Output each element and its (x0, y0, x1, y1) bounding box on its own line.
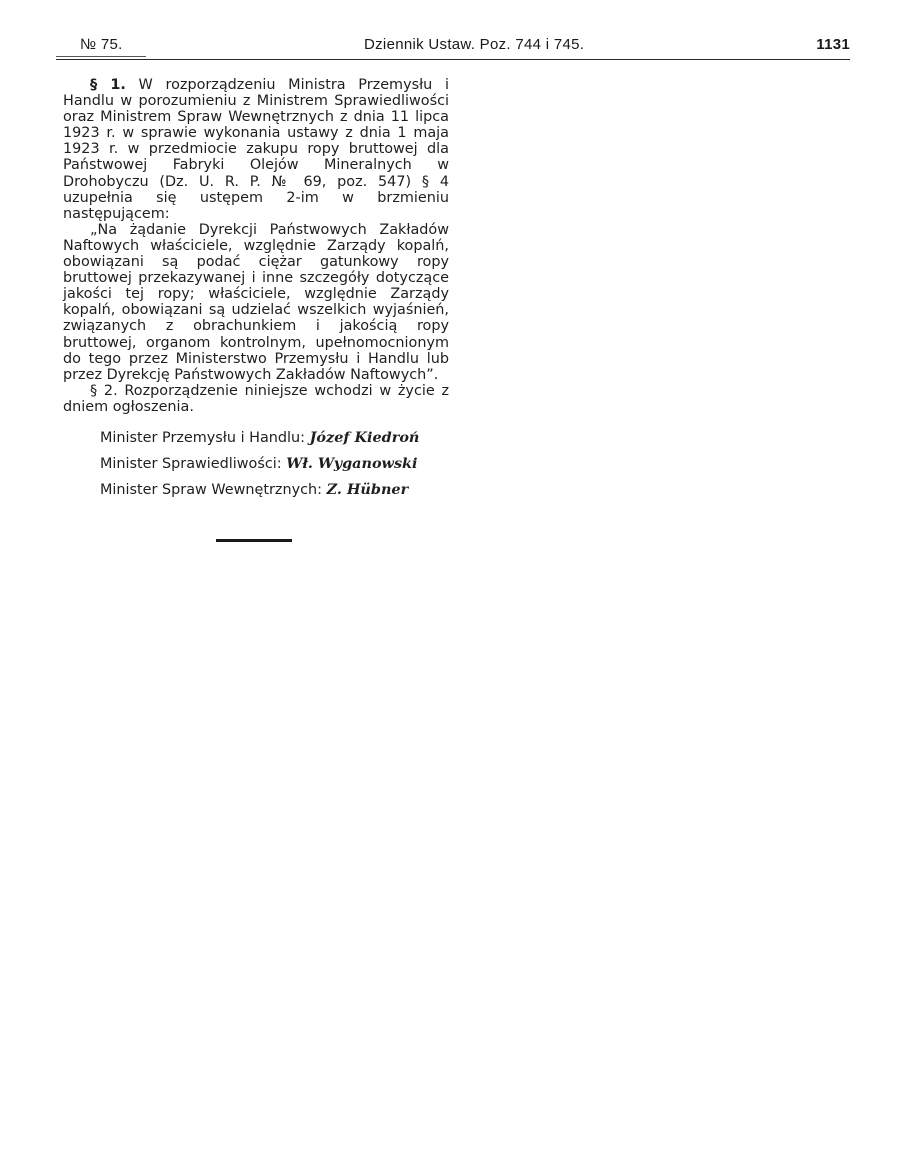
section-2-paragraph (63, 383, 449, 415)
signature-name: Józef Kiedroń (309, 428, 420, 446)
signature-title: Minister Spraw Wewnętrznych: (100, 481, 322, 498)
text-column (63, 77, 449, 503)
signature-block (63, 425, 449, 503)
signature-line (100, 451, 449, 477)
page-header (56, 36, 850, 58)
signature-name: Z. Hübner (326, 480, 409, 498)
issue-number: № 75. (80, 36, 123, 53)
header-divider (56, 59, 850, 60)
quoted-paragraph: „Na żądanie Dyrekcji Państwowych Zakładów Naftowych właściciele, względnie Zarządy kopalń, obowiązani są podać ciężar gatunkowy ropy bruttowej przekazywanej i inne szczegóły dotyczące jakości tej ropy; właściciele, względnie Zarządy kopalń, obowiązani są udzielać wszelkich wyjaśnień, związanych z obrachunkiem i jakością ropy bruttowej, organom kontrolnym, upełnomocnionym do tego przez Ministerstwo Przemysłu i Handlu lub przez Dyrekcję Państwowych Zakładów Naftowych”. (63, 221, 449, 383)
section-2-mark: § 2. (90, 382, 118, 399)
section-1-mark: § 1. (90, 77, 126, 93)
signature-line (100, 477, 449, 503)
signature-title: Minister Sprawiedliwości: (100, 455, 282, 472)
signature-title: Minister Przemysłu i Handlu: (100, 429, 306, 446)
page-number: 1131 (816, 36, 850, 53)
journal-title: Dziennik Ustaw. Poz. 744 i 745. (364, 36, 585, 53)
signature-line (100, 425, 449, 451)
header-divider-short (56, 56, 146, 57)
section-1-paragraph (63, 77, 449, 222)
signature-name: Wł. Wyganowski (286, 454, 418, 472)
section-2-text: Rozporządzenie niniejsze wchodzi w życie z dniem ogłoszenia. (63, 382, 450, 415)
section-1-text: W rozporządzeniu Ministra Przemysłu i Handlu w porozumieniu z Ministrem Sprawiedliwości oraz Ministrem Spraw Wewnętrznych z dnia 11 lipca 1923 r. w sprawie wykonania ustawy z dnia 1 maja 1923 r. w przedmiocie zakupu ropy bruttowej dla Państwowej Fabryki Olejów Mineralnych w Drohobyczu (Dz. U. R. P. № 69, poz. 547) § 4 uzupełnia się ustępem 2-im w brzmieniu następującem: (63, 77, 449, 222)
end-divider (216, 539, 292, 542)
